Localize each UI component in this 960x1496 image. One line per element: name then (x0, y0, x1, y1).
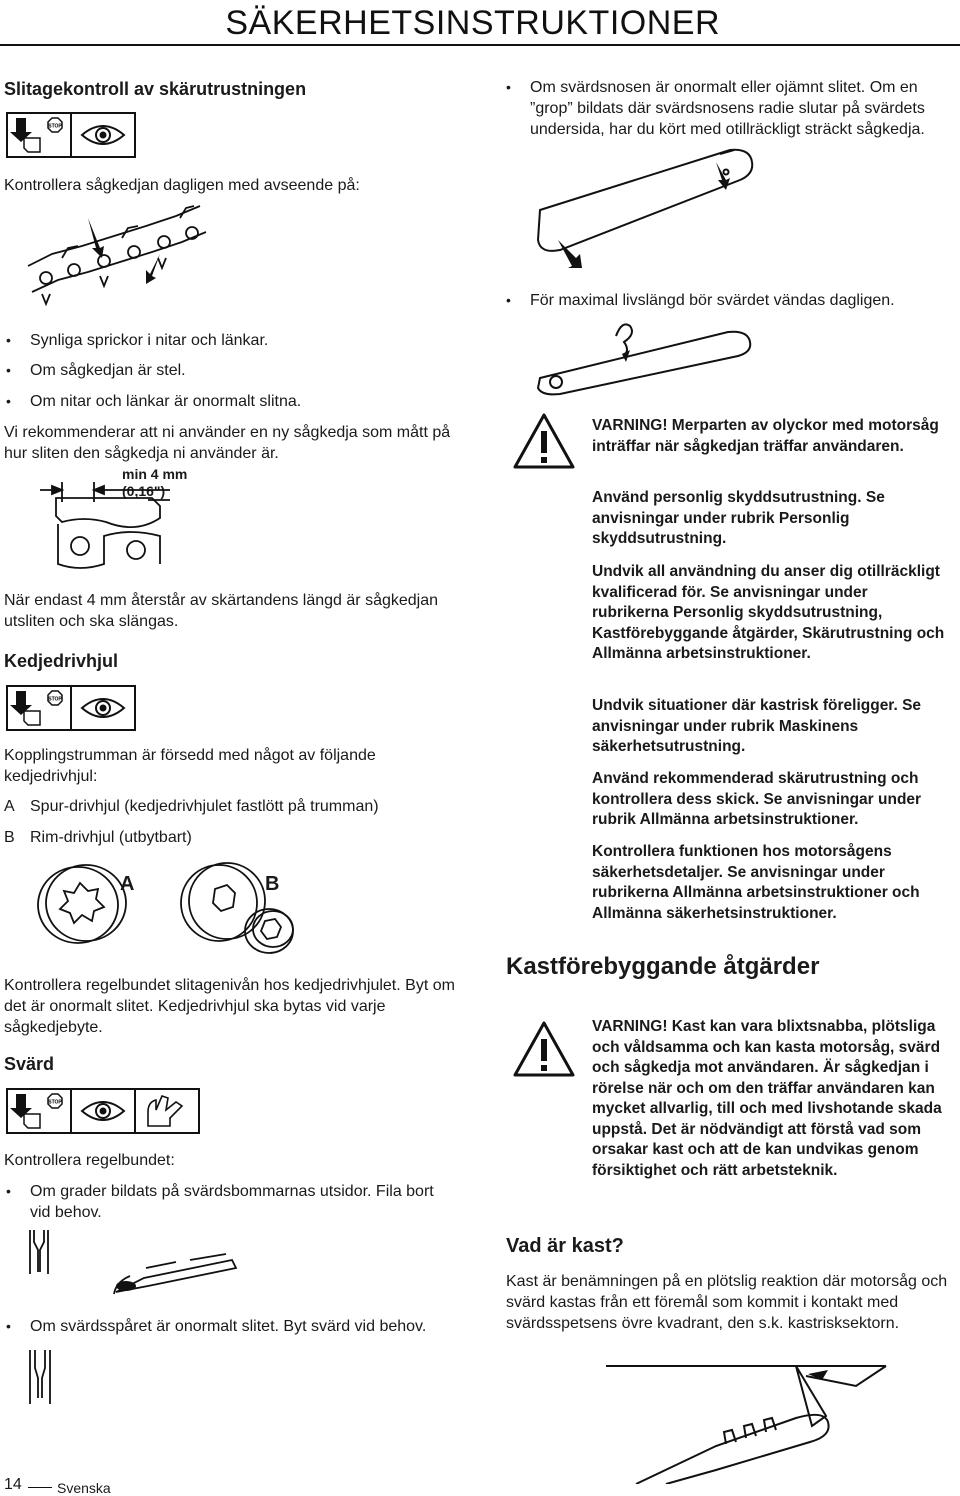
guide-bar-turn-illustration (520, 318, 760, 398)
safety-icons-row-1 (6, 112, 136, 158)
option-a-letter: A (4, 798, 15, 815)
vad-text: Kast är benämningen på en plötslig reaktion där motorsåg och svärd kastas från ett föremål som kommit i kontakt med svärdsspetsens övre kvadrant, den s.k. kastrisksektorn. (506, 1273, 948, 1332)
bar-file-illustration (26, 1228, 256, 1300)
sprocket-b-illustration (175, 855, 305, 955)
recommend-text: Vi rekommenderar att ni använder en ny sågkedja som mått på hur sliten den sågkedja ni använder är. (4, 424, 451, 462)
warning-2: VARNING! Kast kan vara blixtsnabba, plötsliga och våldsamma och kan kasta motorsåg, svärd och sågkedja mot användaren. Är sågkedjan i rörelse när och om den träffar användaren kan mycket allvarlig, till och med livshotande skada uppstå. Det är nödvändigt att förstå vad som orsakar kast och att de kan undvikas genom försiktighet och rätt arbetsteknik. (592, 1018, 942, 1179)
sprocket-a-illustration (30, 855, 130, 950)
svard-heading: Svärd (4, 1054, 55, 1074)
check-daily-text: Kontrollera sågkedjan dagligen med avseende på: (4, 177, 360, 194)
safety-icons-row-2 (6, 685, 136, 731)
svg-text:STOP: STOP (48, 696, 62, 703)
warning-1-p6: Kontrollera funktionen hos motorsågens säkerhetsdetaljer. Se anvisningar under rubrikerna Allmänna arbetsinstruktioner och Allmänna säkerhetsinstruktioner. (592, 843, 920, 922)
guide-bar-illustration (520, 140, 760, 270)
bullet-burr: • Om grader bildats på svärdsbommarnas utsidor. Fila bort vid behov. (30, 1181, 450, 1223)
header-rule (0, 44, 960, 46)
safety-icons-row-3 (6, 1088, 206, 1134)
bullet-groove: • Om svärdsspåret är onormalt slitet. Byt svärd vid behov. (30, 1316, 450, 1337)
footer-language: Svenska (57, 1480, 111, 1496)
warning-1-p5: Använd rekommenderad skärutrustning och kontrollera dess skick. Se anvisningar under rubrik Allmänna arbetsinstruktioner. (592, 770, 922, 828)
footer-dash (28, 1487, 52, 1488)
page-number: 14 (4, 1476, 22, 1493)
figure-a-label: A (120, 873, 135, 895)
min-label-1: min 4 mm (122, 466, 188, 482)
worn-text: När endast 4 mm återstår av skärtandens längd är sågkedjan utsliten och ska slängas. (4, 592, 439, 630)
kickback-illustration (596, 1356, 896, 1484)
bullet-worn: • Om nitar och länkar är onormalt slitna. (30, 391, 450, 412)
svg-text:STOP: STOP (48, 123, 62, 130)
warning-1-p4: Undvik situationer där kastrisk föreligger. Se anvisningar under rubrik Maskinens säkerhetsutrustning. (592, 697, 922, 755)
warning-1-p3: Undvik all användning du anser dig otillräckligt kvalificerad för. Se anvisningar under rubrikerna Personlig skyddsutrustning, Kastförebyggande åtgärder, Skärutrustning och Allmänna arbetsinstruktioner. (592, 563, 945, 662)
clutch-text: Kopplingstrumman är försedd med något av följande kedjedrivhjul: (4, 747, 376, 785)
svg-text:STOP: STOP (48, 1099, 62, 1106)
option-b-text: Rim-drivhjul (utbytbart) (30, 829, 192, 846)
vad-heading: Vad är kast? (506, 1235, 624, 1257)
bar-groove-illustration (26, 1348, 56, 1408)
bullet-stiff: • Om sågkedjan är stel. (30, 360, 450, 381)
sprocket-check-text: Kontrollera regelbundet slitagenivån hos kedjedrivhjulet. Byt om det är onormalt slitet. Kedjedrivhjul ska bytas vid varje sågkedjebyte. (4, 977, 455, 1036)
min-label-2: (0,16") (122, 483, 166, 499)
option-a-text: Spur-drivhjul (kedjedrivhjulet fastlött på trumman) (30, 798, 379, 815)
kast-heading: Kastförebyggande åtgärder (506, 953, 820, 980)
warning-1-p1: VARNING! Merparten av olyckor med motorsåg inträffar när sågkedjan träffar användaren. (592, 417, 939, 455)
option-b-letter: B (4, 829, 15, 846)
warning-1-p2: Använd personlig skyddsutrustning. Se anvisningar under rubrik Personlig skyddsutrustning. (592, 489, 885, 547)
kedjedrivhjul-heading: Kedjedrivhjul (4, 651, 119, 671)
slitage-heading: Slitagekontroll av skärutrustningen (4, 79, 307, 99)
bullet-turn: • För maximal livslängd bör svärdet vändas dagligen. (530, 290, 950, 311)
check-regular-text: Kontrollera regelbundet: (4, 1152, 175, 1169)
warning-icon (512, 412, 576, 470)
saw-chain-illustration (22, 196, 212, 308)
warning-icon-2 (512, 1020, 576, 1078)
bullet-cracks: • Synliga sprickor i nitar och länkar. (30, 330, 450, 351)
bullet-nose: • Om svärdsnosen är onormalt eller ojämnt slitet. Om en ”grop” bildats där svärdsnosens radie slutar på svärdets undersida, har du kört med otillräckligt sträckt sågkedja. (530, 77, 950, 140)
figure-b-label: B (265, 873, 280, 895)
cutter-wear-illustration (40, 476, 180, 576)
page-title: SÄKERHETSINSTRUKTIONER (225, 4, 720, 42)
